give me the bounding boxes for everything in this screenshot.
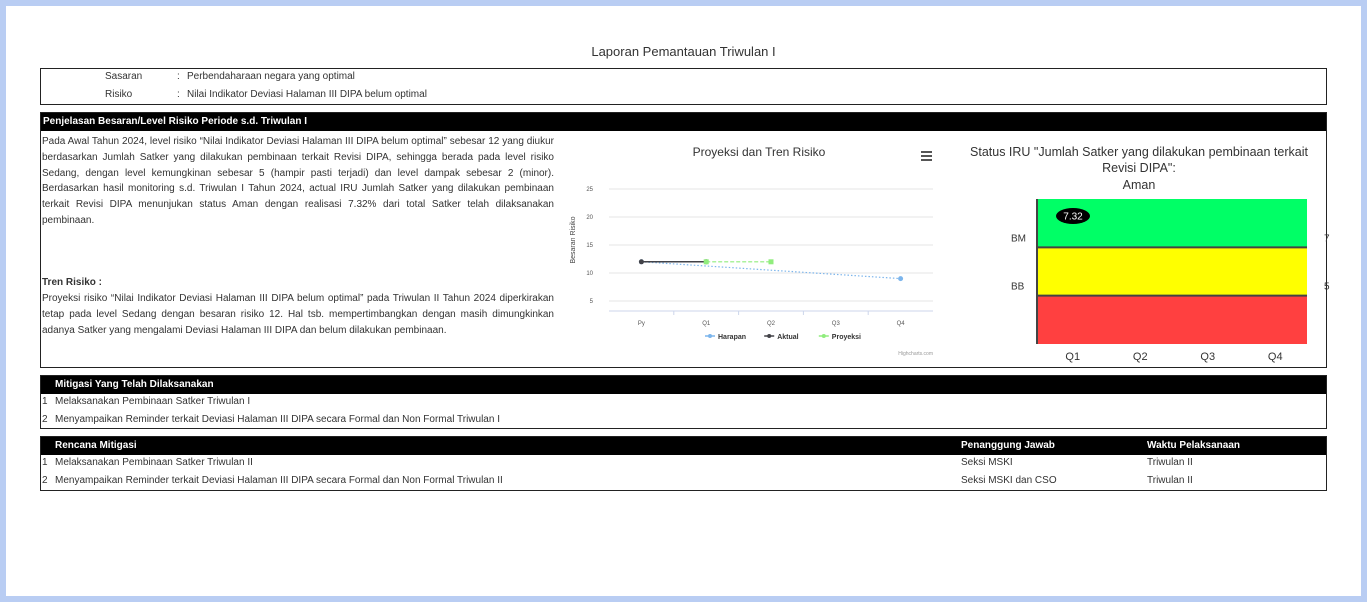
report-title: Laporan Pemantauan Triwulan I — [591, 44, 776, 59]
explanation-paragraph: Pada Awal Tahun 2024, level risiko “Nilai Indikator Deviasi Halaman III DIPA belum optimal” sebesar 12 yang diukur berdasarkan Jumlah Satker yang dilakukan pembinaan terkait Revisi DIPA, sehingga berada pada level risiko Sedang, dengan level kemungkinan sebesar 5 (hampir pasti terjadi) dan level dampak sebesar 2 (minor). Berdasarkan hasil monitoring s.d. Triwulan I Tahun 2024, actual IRU Jumlah Satker yang dilakukan pembinaan terkait Revisi DIPA menunjukan status Aman dengan realisasi 7.32% dari total Satker telah dilaksanakan pembinaan. — [42, 136, 554, 226]
value-badge-label: 7.32 — [1063, 211, 1083, 223]
sasaran-label: Sasaran — [105, 71, 143, 82]
x-tick-label: Q1 — [1065, 351, 1081, 363]
legend-label: Proyeksi — [831, 334, 861, 341]
trend-title: Tren Risiko : — [42, 277, 103, 288]
risk-info-box — [40, 68, 1327, 105]
y-tick-label: 5 — [589, 299, 593, 305]
item-text: Melaksanakan Pembinaan Satker Triwulan I — [55, 396, 251, 407]
item-pj: Seksi MSKI dan CSO — [961, 475, 1057, 486]
legend-item-aktual[interactable] — [764, 334, 798, 341]
x-tick-label: Q2 — [1132, 351, 1148, 363]
item-number: 1 — [42, 457, 48, 468]
x-tick-label: Q3 — [831, 321, 840, 327]
x-tick-label: Py — [637, 321, 645, 327]
legend-marker — [767, 334, 771, 338]
risiko-label: Risiko — [105, 89, 133, 100]
explanation-header: Penjelasan Besaran/Level Risiko Periode s.d. Triwulan I — [41, 113, 1326, 131]
x-tick-label: Q2 — [766, 321, 776, 327]
band-label-left: BB — [1011, 281, 1025, 293]
status-band — [1037, 247, 1307, 295]
trend-chart-ylabel: Besaran Risiko — [570, 216, 577, 264]
plan-header-pj: Penanggung Jawab — [961, 440, 1055, 451]
item-number: 1 — [42, 396, 48, 407]
item-wp: Triwulan II — [1147, 475, 1193, 486]
item-number: 2 — [42, 414, 48, 425]
table-row — [41, 472, 1326, 490]
legend-marker — [822, 334, 826, 338]
y-tick-label: 25 — [586, 187, 593, 193]
status-chart — [943, 140, 1330, 365]
data-point[interactable] — [704, 259, 709, 264]
band-label-left: BM — [1011, 233, 1026, 245]
y-tick-label: 15 — [586, 243, 593, 249]
list-item — [41, 393, 1326, 411]
legend-item-harapan[interactable] — [705, 334, 746, 341]
item-pj: Seksi MSKI — [961, 457, 1013, 468]
legend-label: Aktual — [777, 334, 799, 341]
legend-item-proyeksi[interactable] — [819, 334, 861, 341]
x-tick-label: Q4 — [1267, 351, 1283, 363]
explanation-box — [40, 112, 1330, 368]
colon: : — [177, 71, 180, 82]
trend-paragraph: Proyeksi risiko “Nilai Indikator Deviasi Halaman III DIPA belum optimal” pada Triwulan II Tahun 2024 diperkirakan tetap pada level Sedang dengan besaran risiko 12. Hal tsb. mempertimbangkan dengan masih dimungkinkan adanya Satker yang mengalami Deviasi Halaman III DIPA dan belum dilakukan pembinaan. — [42, 293, 554, 336]
band-label-right: 7 — [1324, 233, 1330, 245]
status-chart-title-line2: Revisi DIPA": — [1102, 161, 1176, 175]
item-text: Melaksanakan Pembinaan Satker Triwulan II — [55, 457, 253, 468]
list-item — [41, 411, 1326, 429]
data-point[interactable] — [898, 276, 903, 281]
colon: : — [177, 89, 180, 100]
mitigation-header: Mitigasi Yang Telah Dilaksanakan — [41, 376, 1326, 394]
risiko-value: Nilai Indikator Deviasi Halaman III DIPA belum optimal — [187, 89, 427, 100]
y-tick-label: 10 — [586, 271, 593, 277]
data-point[interactable] — [769, 259, 774, 264]
item-wp: Triwulan II — [1147, 457, 1193, 468]
series-line-harapan[interactable] — [641, 262, 900, 279]
value-badge — [1056, 208, 1090, 224]
x-tick-label: Q4 — [896, 321, 905, 327]
plan-header-wp: Waktu Pelaksanaan — [1147, 440, 1241, 451]
legend-marker — [708, 334, 712, 338]
plan-header — [41, 437, 1326, 455]
item-text: Menyampaikan Reminder terkait Deviasi Halaman III DIPA secara Formal dan Non Formal Triwulan I — [55, 414, 500, 425]
status-chart-svg — [943, 140, 1330, 365]
table-row — [41, 454, 1326, 472]
report-page — [6, 6, 1361, 596]
trend-chart — [567, 140, 937, 360]
trend-chart-svg — [567, 140, 937, 360]
chart-credits[interactable]: Highcharts.com — [898, 351, 933, 357]
x-tick-label: Q3 — [1200, 351, 1216, 363]
plan-box — [40, 436, 1327, 491]
legend-label: Harapan — [718, 334, 747, 341]
x-tick-label: Q1 — [702, 321, 711, 327]
plan-header-title: Rencana Mitigasi — [55, 440, 137, 451]
data-point[interactable] — [639, 259, 644, 264]
status-chart-subtitle: Aman — [1122, 178, 1156, 192]
item-text: Menyampaikan Reminder terkait Deviasi Halaman III DIPA secara Formal dan Non Formal Triwulan II — [55, 475, 503, 486]
band-label-right: 5 — [1324, 281, 1330, 293]
hamburger-menu-icon[interactable] — [921, 151, 932, 161]
item-number: 2 — [42, 475, 48, 486]
trend-chart-title: Proyeksi dan Tren Risiko — [692, 145, 826, 159]
status-chart-title-line1: Status IRU "Jumlah Satker yang dilakukan pembinaan terkait — [970, 145, 1308, 159]
sasaran-value: Perbendaharaan negara yang optimal — [187, 71, 355, 82]
mitigation-box — [40, 375, 1327, 429]
status-band — [1037, 296, 1307, 344]
y-tick-label: 20 — [586, 215, 593, 221]
